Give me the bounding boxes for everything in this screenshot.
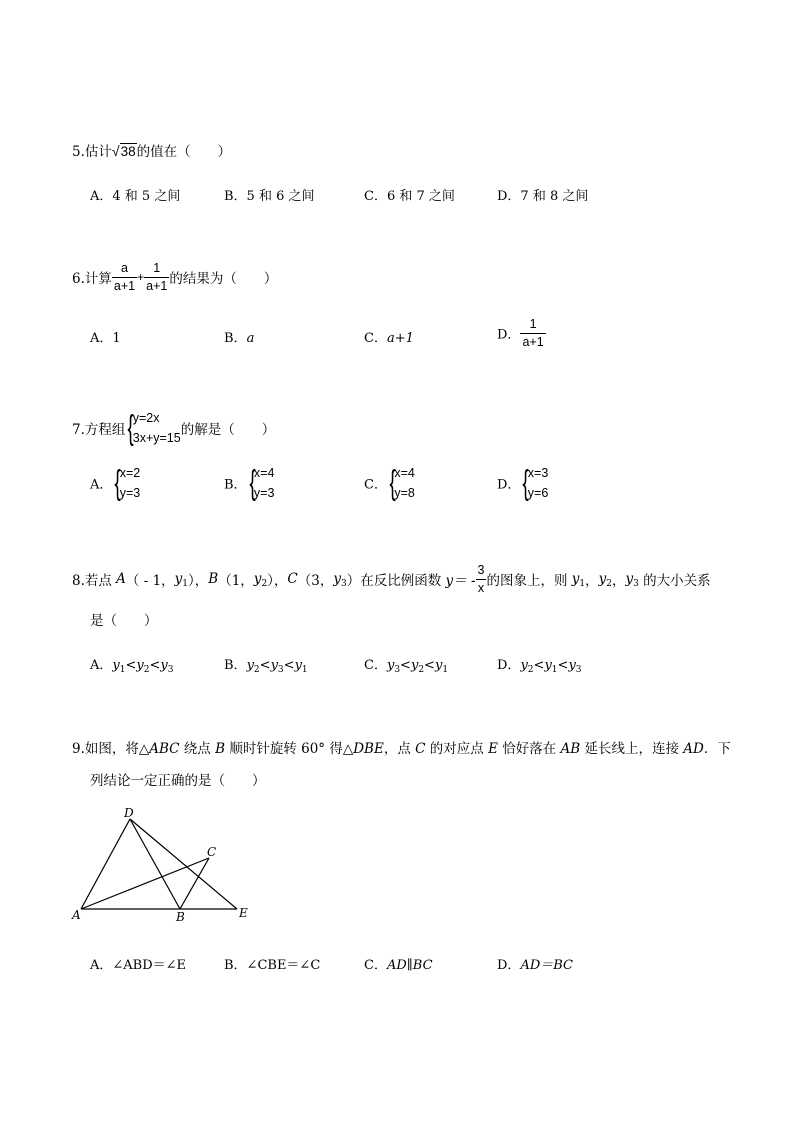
q7-option-d-label: D． [497, 477, 521, 493]
q8-y: y [598, 571, 607, 587]
q7-option-c[interactable] [364, 463, 415, 503]
q8-point-b: B [208, 571, 219, 587]
q8-text-10: ， [612, 573, 626, 589]
q8-sub-3: 3 [633, 579, 639, 589]
q6-suffix: 的结果为（ ） [169, 271, 278, 287]
q8-sub: 3 [394, 665, 401, 675]
q9-option-c-label: C． [364, 958, 387, 973]
q6-prefix: 6.计算 [72, 271, 112, 287]
less-than: < [125, 658, 137, 673]
q7-option-c-system [394, 463, 415, 503]
q8-text-3: ）， [188, 573, 209, 589]
q8-sub-1: 1 [579, 579, 586, 589]
q8-sub: 1 [301, 665, 308, 675]
q8-y: y [270, 658, 278, 673]
q7-option-b-eq2: y=3 [253, 486, 275, 500]
q9-text-c: 顺时针旋转 60° 得△ [225, 741, 354, 757]
q5-option-d[interactable]: D．7 和 8 之间 [497, 189, 589, 204]
radical-sign-icon: √ [111, 143, 120, 159]
line-db [130, 819, 180, 909]
less-than: < [259, 658, 271, 673]
q6-option-c-label: C． [364, 331, 387, 346]
q8-sub: 3 [167, 665, 174, 675]
label-b: B [176, 910, 185, 924]
q8-option-a[interactable] [90, 654, 173, 673]
q6-frac1-numerator: a [121, 261, 128, 275]
q8-y: y [410, 658, 419, 673]
q8-frac-denominator: x [476, 579, 487, 595]
q8-sub: 3 [575, 665, 582, 675]
q9-option-a[interactable]: A．∠ABD＝∠E [90, 958, 187, 973]
question-9-stem-line-2: 列结论一定正确的是（ ） [90, 773, 266, 789]
q9-text-b: 绕点 [179, 741, 216, 757]
q7-eq1: y=2x [132, 411, 160, 425]
q8-text-4: （1， [218, 573, 254, 589]
q8-y: y [434, 658, 443, 673]
question-9-stem-line-1 [72, 737, 731, 757]
q9-triangle-dbe: DBE [353, 741, 384, 757]
q9-point-e: E [488, 741, 498, 757]
q5-option-b[interactable]: B．5 和 6 之间 [224, 189, 315, 204]
line-de [130, 819, 237, 909]
q7-option-a-eq1: x=2 [119, 466, 141, 480]
q8-option-b-label: B． [224, 658, 247, 673]
q7-option-d-eq1: x=3 [527, 466, 549, 480]
q8-sub: 2 [253, 665, 260, 675]
q7-option-b-label: B． [224, 477, 247, 493]
q9-segment-ab: AB [560, 741, 581, 757]
q8-function: y＝ - [445, 573, 476, 589]
q8-sub-2: 2 [606, 579, 613, 589]
q8-text-1: 8.若点 [72, 573, 117, 589]
q8-option-d[interactable] [497, 654, 582, 673]
q5-prefix: 5.估计 [72, 144, 112, 160]
q8-y: y [568, 658, 576, 673]
q7-option-c-eq2: y=8 [394, 486, 415, 500]
q6-option-d-numerator: 1 [529, 317, 537, 331]
q7-option-a-system [120, 463, 141, 503]
q8-text-8: 的图象上，则 [486, 573, 572, 589]
q6-frac2-numerator: 1 [153, 261, 161, 275]
q6-frac2-denominator: a+1 [146, 278, 168, 293]
q8-y: y [253, 571, 262, 587]
q8-sub: 2 [418, 665, 425, 675]
less-than: < [149, 658, 161, 673]
q9-text-g: 延长线上，连接 [580, 741, 684, 757]
q8-option-a-label: A． [90, 658, 113, 673]
q6-fraction-1 [112, 262, 137, 292]
q9-point-b: B [215, 741, 226, 757]
q8-sub-3: 3 [341, 579, 347, 589]
q8-sub-2: 2 [261, 579, 268, 589]
question-7-stem [72, 408, 275, 448]
q9-option-d[interactable] [497, 954, 573, 973]
q7-option-a-eq2: y=3 [119, 486, 141, 500]
q9-text-f: 恰好落在 [497, 741, 561, 757]
q9-option-c-value: AD∥BC [386, 958, 433, 973]
q5-suffix: 的值在（ ） [136, 144, 232, 160]
q8-sub: 1 [119, 665, 126, 675]
q7-option-d-eq2: y=6 [527, 486, 549, 500]
q8-y: y [160, 658, 168, 673]
q9-geometry-figure [66, 806, 256, 926]
q8-y: y [112, 658, 120, 673]
q7-option-b-system [254, 463, 275, 503]
q9-text-d: ，点 [383, 741, 416, 757]
q7-eq2: 3x+y=15 [132, 431, 181, 445]
q9-triangle-abc: ABC [149, 741, 180, 757]
q8-text-7: ）在反比例函数 [346, 573, 446, 589]
q8-frac-numerator: 3 [477, 563, 485, 577]
q8-sub: 2 [527, 665, 534, 675]
q8-y: y [571, 571, 580, 587]
less-than: < [533, 658, 545, 673]
question-5-stem [72, 140, 231, 160]
sqrt-38 [112, 143, 137, 159]
label-e: E [239, 906, 248, 920]
q8-option-b[interactable] [224, 654, 308, 673]
q8-option-c-label: C． [364, 658, 387, 673]
q6-option-d-label: D． [497, 327, 521, 343]
q9-text-a: 9.如图，将△ [72, 741, 150, 757]
q8-point-a: A [116, 571, 126, 587]
q6-option-c-value: a+1 [386, 331, 414, 346]
q8-sub: 2 [143, 665, 150, 675]
less-than: < [400, 658, 411, 673]
less-than: < [283, 658, 295, 673]
q8-text-5: ）， [267, 573, 288, 589]
q7-option-c-label: C． [364, 477, 387, 493]
label-d: D [124, 806, 134, 820]
q9-segment-ad: AD [683, 741, 704, 757]
less-than: < [557, 658, 569, 673]
q7-option-a-label: A． [90, 477, 113, 493]
line-ac [81, 858, 209, 909]
left-brace-icon: { [389, 464, 396, 502]
left-brace-icon: { [127, 409, 135, 447]
q8-y: y [246, 658, 254, 673]
q7-option-d[interactable] [497, 463, 548, 503]
q8-point-c: C [287, 571, 298, 587]
q9-point-c: C [415, 741, 426, 757]
q9-option-c[interactable] [364, 954, 433, 973]
q6-option-c[interactable] [364, 327, 414, 346]
q6-option-d-fraction [520, 318, 545, 348]
q8-y: y [136, 658, 144, 673]
q6-option-b[interactable] [224, 327, 254, 346]
q8-text-11: 的大小关系 [638, 573, 711, 589]
left-brace-icon: { [249, 464, 256, 502]
label-a: A [72, 908, 81, 922]
q8-y: y [386, 658, 395, 673]
q6-option-b-value: a [246, 331, 255, 346]
question-8-stem-line-2: 是（ ） [90, 613, 158, 629]
q6-option-a[interactable]: A．1 [90, 331, 121, 346]
q7-suffix: 的解是（ ） [180, 422, 276, 438]
q8-text-2: （ - 1， [125, 573, 175, 589]
q8-y: y [294, 658, 302, 673]
q7-option-a[interactable] [90, 463, 140, 503]
line-ad [81, 819, 130, 909]
q6-frac1-denominator: a+1 [113, 278, 136, 293]
q7-prefix: 7.方程组 [72, 422, 126, 438]
q6-fraction-2 [144, 262, 169, 292]
less-than: < [424, 658, 435, 673]
left-brace-icon: { [114, 464, 122, 502]
q8-text-6: （3， [297, 573, 334, 589]
q5-radicand: 38 [120, 144, 136, 159]
q9-text-e: 的对应点 [425, 741, 489, 757]
q6-option-d-denominator: a+1 [522, 334, 544, 349]
q7-option-c-eq1: x=4 [394, 466, 415, 480]
q9-option-d-value: AD＝BC [520, 958, 573, 973]
question-8-stem-line-1 [72, 564, 711, 594]
q5-option-c[interactable]: C．6 和 7 之间 [364, 189, 455, 204]
q5-option-a[interactable]: A．4 和 5 之间 [90, 189, 181, 204]
q8-y: y [174, 571, 183, 587]
q8-text-9: ， [585, 573, 599, 589]
q8-y: y [544, 658, 552, 673]
q7-option-b-eq1: x=4 [253, 466, 275, 480]
q9-text-h: ．下 [703, 741, 731, 757]
q8-sub: 1 [551, 665, 558, 675]
q7-option-d-system [528, 463, 549, 503]
left-brace-icon: { [522, 464, 530, 502]
q6-option-d[interactable] [497, 318, 546, 348]
q8-option-c[interactable] [364, 654, 448, 673]
q8-sub: 3 [277, 665, 284, 675]
label-c: C [207, 845, 217, 859]
q8-y: y [520, 658, 528, 673]
q9-option-d-label: D． [497, 958, 521, 973]
question-6-stem [72, 262, 277, 292]
line-cb [180, 858, 209, 909]
q6-option-b-label: B． [224, 331, 247, 346]
q8-sub: 1 [442, 665, 449, 675]
q7-option-b[interactable] [224, 463, 274, 503]
q7-system [133, 408, 181, 448]
q8-y: y [333, 571, 341, 587]
q8-option-d-label: D． [497, 658, 521, 673]
q6-plus: + [137, 270, 145, 284]
q8-fraction [476, 564, 487, 594]
q8-sub-1: 1 [182, 579, 189, 589]
q8-y: y [625, 571, 634, 587]
q9-option-b[interactable]: B．∠CBE＝∠C [224, 958, 321, 973]
